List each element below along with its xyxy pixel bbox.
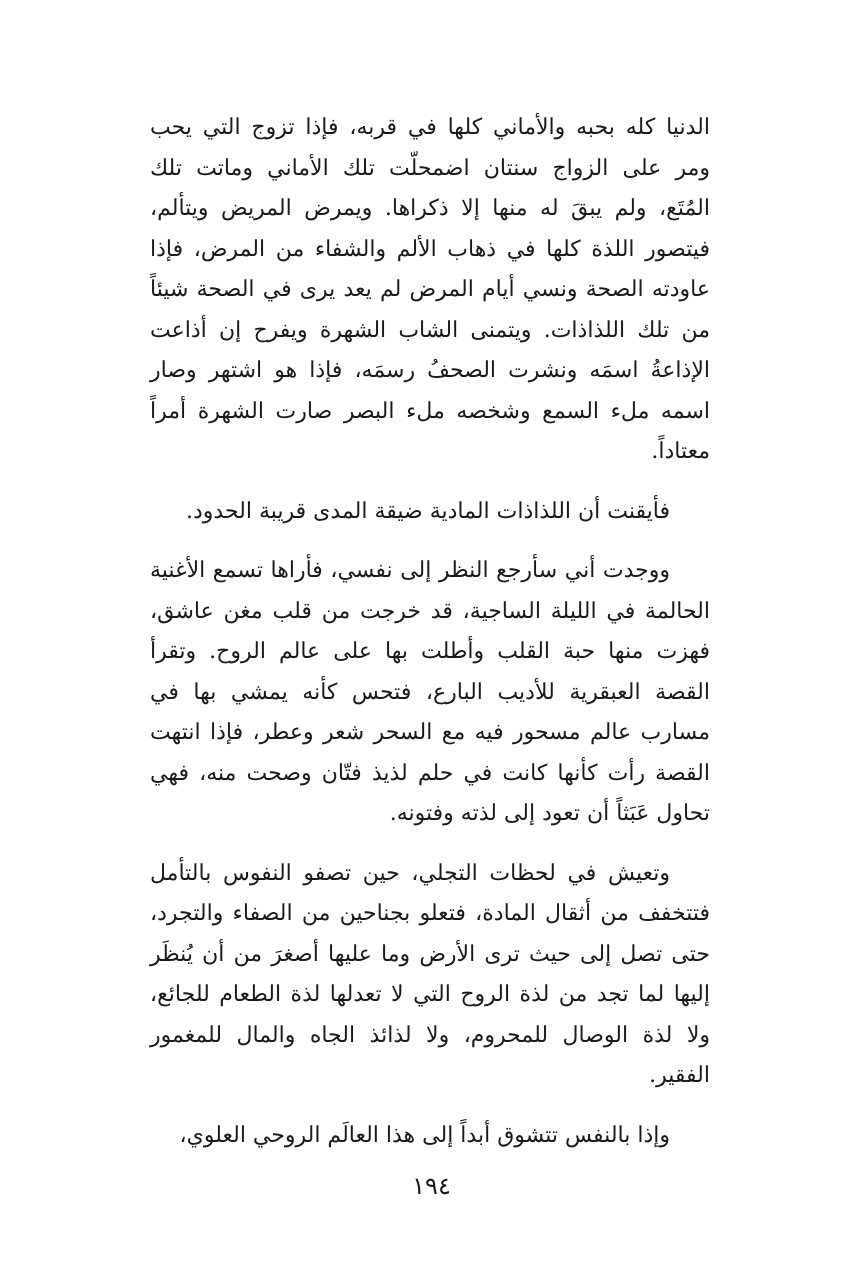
paragraph-4: وتعيش في لحظات التجلي، حين تصفو النفوس بالتأمل فتتخفف من أثقال المادة، فتعلو بجناحين من الصفاء والتجرد، حتى تصل إلى حيث ترى الأرض وما عليها أصغرَ من أن يُنظَر إليها لما تجد من لذة الروح التي لا تعدلها لذة الطعام للجائع، ولا لذة الوصال للمحروم، ولا لذائذ الجاه والمال للمغمور الفقير. [150, 860, 710, 1088]
paragraph-5: وإذا بالنفس تتشوق أبداً إلى هذا العالَم الروحي العلوي، [179, 1122, 670, 1148]
page-body [150, 108, 710, 1156]
paragraph-2: فأيقنت أن اللذاذات المادية ضيقة المدى قريبة الحدود. [186, 498, 670, 524]
paragraph-3: ووجدت أني سأرجع النظر إلى نفسي، فأراها تسمع الأغنية الحالمة في الليلة الساجية، قد خرجت من قلب مغن عاشق، فهزت منها حبة القلب وأطلت بها على عالم الروح. وتقرأ القصة العبقرية للأديب البارع، فتحس كأنه يمشي بها في مسارب عالم مسحور فيه مع السحر شعر وعطر، فإذا انتهت القصة رأت كأنها كانت في حلم لذيذ فتّان وصحت منه، فهي تحاول عَبَثاً أن تعود إلى لذته وفتونه. [150, 558, 710, 826]
paragraph-1: الدنيا كله بحبه والأماني كلها في قربه، فإذا تزوج التي يحب ومر على الزواج سنتان اضمحلّت تلك الأماني وماتت تلك المُتَع، ولم يبقَ له منها إلا ذكراها. ويمرض المريض ويتألم، فيتصور اللذة كلها في ذهاب الألم والشفاء من المرض، فإذا عاودته الصحة ونسي أيام المرض لم يعد يرى في الصحة شيئاً من تلك اللذاذات. ويتمنى الشاب الشهرة ويفرح إن أذاعت الإذاعةُ اسمَه ونشرت الصحفُ رسمَه، فإذا هو اشتهر وصار اسمه ملء السمع وشخصه ملء البصر صارت الشهرة أمراً معتاداً. [150, 115, 710, 464]
page-number: ١٩٤ [412, 1172, 451, 1200]
